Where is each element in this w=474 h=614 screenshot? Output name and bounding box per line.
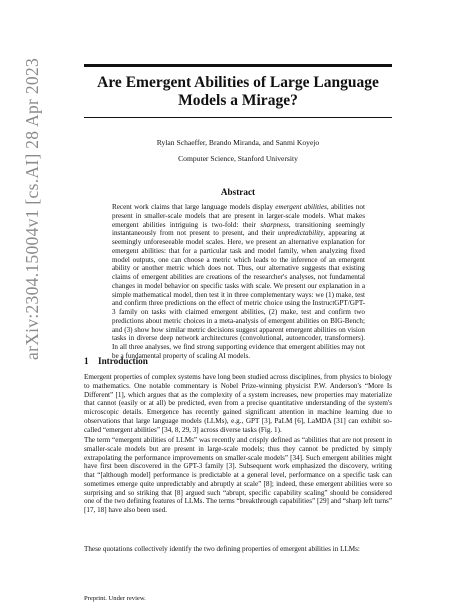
arxiv-identifier-stamp[interactable]: arXiv:2304.15004v1 [cs.AI] 28 Apr 2023	[22, 57, 42, 360]
intro-paragraph-3: These quotations collectively identify the two defining properties of emergent abilities in LLMs:	[84, 545, 360, 553]
section-title: Introduction	[98, 356, 148, 366]
author-list: Rylan Schaeffer, Brando Miranda, and Sanmi Koyejo	[156, 138, 320, 147]
intro-paragraph-1: Emergent properties of complex systems have long been studied across disciplines, from physics to biology to mathematics. One notable commentary is Nobel Prize-winning physicist P.W. Anderson's “More Is Different” [1], which argues that as the complexity of a system increases, new properties may materialize that cannot (easily or at all) be predicted, even from a precise quantitative understanding of the system's microscopic details. Emergence has recently gained significant attention in machine learning due to observations that large language models (LLMs), e.g., GPT [3], PaLM [6], LaMDA [31] can exhibit so-called “emergent abilities” [34, 8, 29, 3] across diverse tasks (Fig. 1).	[84, 373, 392, 434]
abstract-heading: Abstract	[220, 187, 256, 197]
abstract-emphasis: emergent abilities	[275, 203, 327, 211]
abstract-text: Recent work claims that large language models display emergent abilities, abilities not present in smaller-scale models that are present in larger-scale models. What makes emergent abilities intriguing is two-fold: their sharpness, transitioning seemingly instantaneously from not present to present, and their unpredictability, appearing at seemingly unforeseeable model scales. Here, we present an alternative explanation for emergent abilities: that for a particular task and model family, when analyzing fixed model outputs, one can choose a metric which leads to the inference of an emergent ability or another metric which does not. Thus, our alternative suggests that existing claims of emergent abilities are creations of the researcher's analyses, not fundamental changes in model behavior on specific tasks with scale. We present our explanation in a simple mathematical model, then test it in three complementary ways: we (1) make, test and confirm three predictions on the effect of metric choice using the InstructGPT/GPT-3 family on tasks with claimed emergent abilities, (2) make, test and confirm two predictions about metric choices in a meta-analysis of emergent abilities on BIG-Bench; and (3) show how similar metric decisions suggest apparent emergent abilities on vision tasks in diverse deep network architectures (convolutional, autoencoder, transformers). In all three analyses, we find strong supporting evidence that emergent abilities may not be a fundamental property of scaling AI models.	[112, 203, 365, 360]
abstract-emphasis: sharpness	[260, 220, 289, 229]
abstract-emphasis: unpredictability	[277, 229, 324, 238]
intro-paragraph-2: The term “emergent abilities of LLMs” was recently and crisply defined as “abilities that are not present in smaller-scale models but are present in large-scale models; thus they cannot be predicted by simply extrapolating the performance improvements on smaller-scale models” [34]. Such emergent abilities might have first been discovered in the GPT-3 family [3]. Subsequent work emphasized the discovery, writing that “[although model] performance is predictable at a general level, performance on a specific task can sometimes emerge quite unpredictably and abruptly at scale” [8]; indeed, these emergent abilities were so surprising and so striking that [8] argued such “abrupt, specific capability scaling” should be considered one of the two defining features of LLMs. The terms “breakthrough capabilities” [29] and “sharp left turns” [17, 18] have also been used.	[84, 436, 392, 514]
section-number: 1	[84, 356, 89, 366]
title-rule-top	[84, 64, 392, 67]
paper-title: Are Emergent Abilities of Large Language Models a Mirage?	[97, 74, 379, 109]
section-heading-introduction	[84, 356, 148, 366]
preprint-footer: Preprint. Under review.	[84, 595, 146, 602]
title-rule-bottom	[84, 117, 392, 118]
author-affiliation: Computer Science, Stanford University	[178, 154, 298, 163]
